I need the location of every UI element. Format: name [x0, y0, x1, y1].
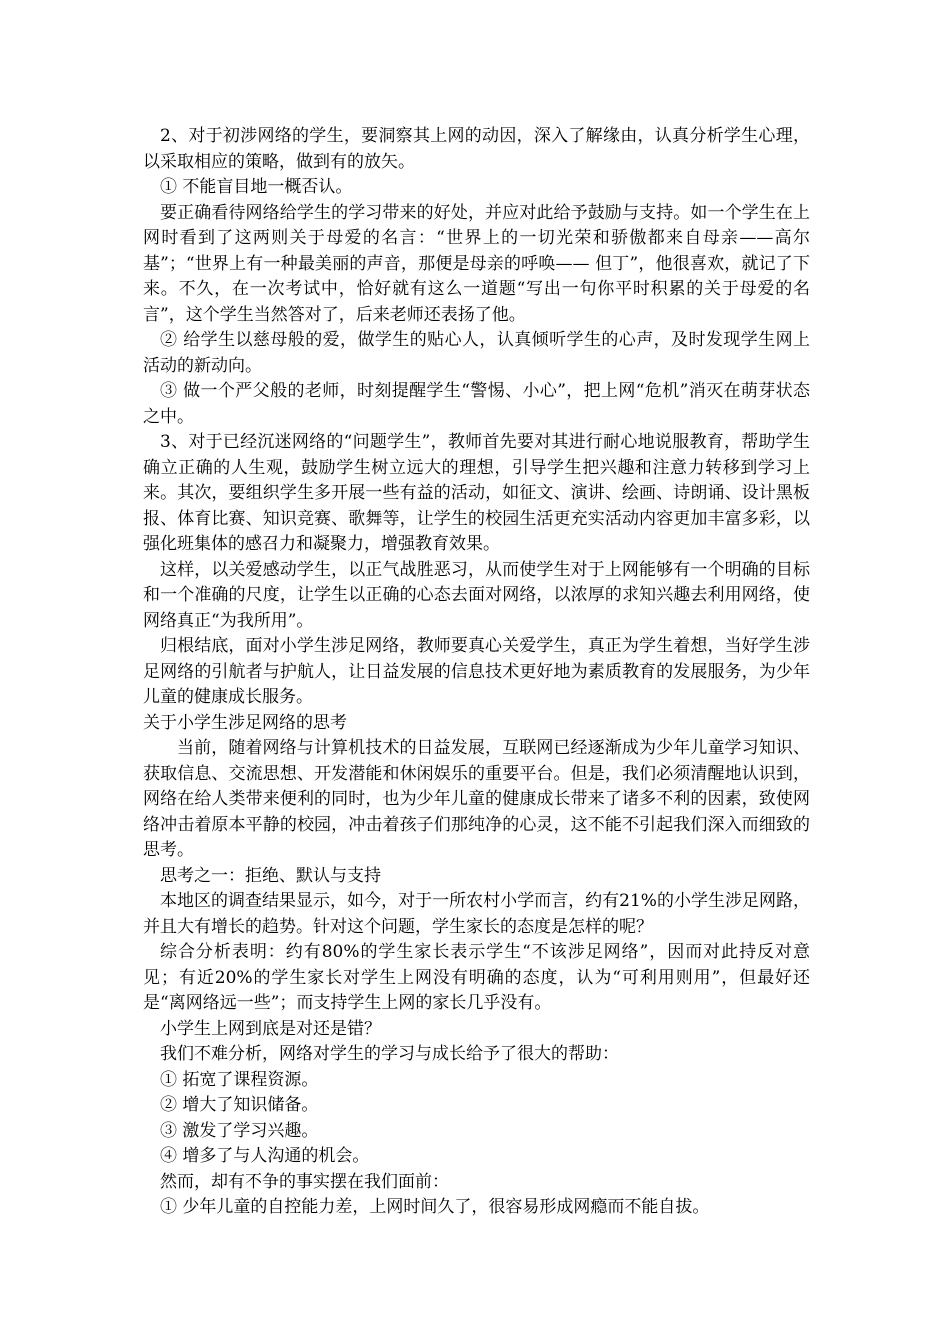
section-heading: 关于小学生涉足网络的思考: [143, 712, 347, 733]
paragraph: ② 给学生以慈母般的爱，做学生的贴心人，认真倾听学生的心声，及时发现学生网上活动的新动向。: [143, 330, 810, 376]
paragraph: 当前，随着网络与计算机技术的日益发展，互联网已经逐渐成为少年儿童学习知识、获取信息、交流思想、开发潜能和休闲娱乐的重要平台。但是，我们必须清醒地认识到，网络在给人类带来便利的同时，也为少年儿童的健康成长带来了诸多不利的因素，致使网络冲击着原本平静的校园，冲击着孩子们那纯净的心灵，这不能不引起我们深入而细致的思考。: [143, 738, 810, 860]
paragraph: 本地区的调查结果显示，如今，对于一所农村小学而言，约有21%的小学生涉足网路，并且大有增长的趋势。针对这个问题，学生家长的态度是怎样的呢？: [143, 891, 810, 937]
list-item: ① 少年儿童的自控能力差，上网时间久了，很容易形成网瘾而不能自拔。: [160, 1197, 710, 1217]
paragraph: 2、对于初涉网络的学生，要洞察其上网的动因，深入了解缘由，认真分析学生心理，以采取相应的策略，做到有的放矢。: [143, 126, 810, 172]
paragraph: ③ 做一个严父般的老师，时刻提醒学生“警惕、小心”，把上网“危机”消灭在萌芽状态之中。: [143, 381, 810, 427]
document-body: [143, 124, 810, 1221]
paragraph: 归根结底，面对小学生涉足网络，教师要真心关爱学生，真正为学生着想，当好学生涉足网络的引航者与护航人，让日益发展的信息技术更好地为素质教育的发展服务，为少年儿童的健康成长服务。: [143, 636, 810, 707]
list-item: ③ 激发了学习兴趣。: [160, 1120, 319, 1141]
paragraph: ① 不能盲目地一概否认。: [160, 177, 353, 197]
paragraph: 我们不难分析，网络对学生的学习与成长给予了很大的帮助：: [160, 1044, 619, 1064]
paragraph: 小学生上网到底是对还是错？: [160, 1018, 381, 1039]
paragraph: 3、对于已经沉迷网络的“问题学生”，教师首先要对其进行耐心地说服教育，帮助学生确立正确的人生观，鼓励学生树立远大的理想，引导学生把兴趣和注意力转移到学习上来。其次，要组织学生多开展一些有益的活动，如征文、演讲、绘画、诗朗诵、设计黑板报、体育比赛、知识竞赛、歌舞等，让学生的校园生活更充实活动内容更加丰富多彩，以强化班集体的感召力和凝聚力，增强教育效果。: [143, 432, 810, 554]
list-item: ④ 增多了与人沟通的机会。: [160, 1146, 370, 1166]
list-item: ② 增大了知识储备。: [160, 1095, 319, 1115]
subsection-heading: 思考之一：拒绝、默认与支持: [160, 865, 381, 886]
paragraph: 这样，以关爱感动学生，以正气战胜恶习，从而使学生对于上网能够有一个明确的目标和一个准确的尺度，让学生以正确的心态去面对网络，以浓厚的求知兴趣去利用网络，使网络真正“为我所用”。: [143, 559, 810, 631]
paragraph: 然而，却有不争的事实摆在我们面前：: [160, 1171, 449, 1192]
list-item: ① 拓宽了课程资源。: [160, 1069, 319, 1090]
paragraph: 综合分析表明：约有80%的学生家长表示学生“不该涉足网络”，因而对此持反对意见；有近20%的学生家长对学生上网没有明确的态度，认为“可利用则用”，但最好还是“离网络远一些”；而支持学生上网的家长几乎没有。: [143, 942, 810, 1013]
paragraph: 要正确看待网络给学生的学习带来的好处，并应对此给予鼓励与支持。如一个学生在上网时看到了这两则关于母爱的名言：“世界上的一切光荣和骄傲都来自母亲——高尔基”；“世界上有一种最美丽的声音，那便是母亲的呼唤—— 但丁”，他很喜欢，就记了下来。不久，在一次考试中，恰好就有这么一道题“写出一句你平时积累的关于母爱的名言”，这个学生当然答对了，后来老师还表扬了他。: [143, 202, 810, 325]
